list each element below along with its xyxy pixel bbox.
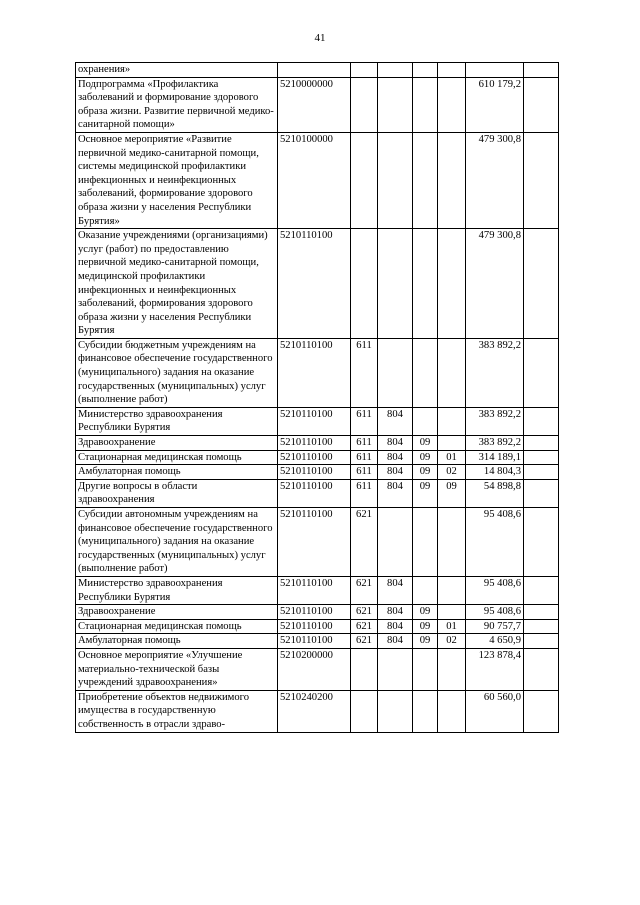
cell-section: 09 <box>413 479 438 507</box>
cell-amount: 95 408,6 <box>466 576 524 604</box>
cell-grbs: 804 <box>378 634 413 649</box>
cell-extra <box>524 132 559 228</box>
cell-target-code: 5210110100 <box>278 229 351 339</box>
cell-expense-type <box>351 77 378 132</box>
cell-extra <box>524 229 559 339</box>
cell-section <box>413 229 438 339</box>
cell-subsection <box>438 407 466 435</box>
cell-subsection <box>438 132 466 228</box>
table-row <box>76 576 559 604</box>
budget-table <box>75 62 559 733</box>
cell-name: Здравоохранение <box>76 605 278 620</box>
cell-subsection <box>438 605 466 620</box>
cell-subsection: 02 <box>438 465 466 480</box>
table-row <box>76 508 559 577</box>
cell-amount: 14 804,3 <box>466 465 524 480</box>
cell-grbs <box>378 229 413 339</box>
cell-extra <box>524 338 559 407</box>
cell-amount: 383 892,2 <box>466 338 524 407</box>
page-number: 41 <box>314 32 326 44</box>
cell-grbs <box>378 690 413 732</box>
cell-grbs <box>378 648 413 690</box>
cell-section: 09 <box>413 605 438 620</box>
cell-expense-type: 611 <box>351 407 378 435</box>
cell-subsection: 01 <box>438 450 466 465</box>
cell-target-code: 5210110100 <box>278 508 351 577</box>
cell-target-code: 5210110100 <box>278 605 351 620</box>
cell-target-code: 5210240200 <box>278 690 351 732</box>
cell-extra <box>524 605 559 620</box>
cell-target-code: 5210110100 <box>278 338 351 407</box>
cell-section <box>413 407 438 435</box>
cell-grbs <box>378 77 413 132</box>
cell-section <box>413 63 438 78</box>
cell-name: Здравоохранение <box>76 436 278 451</box>
cell-name: Министерство здравоохранения Республики Бурятия <box>76 576 278 604</box>
cell-target-code: 5210110100 <box>278 576 351 604</box>
cell-amount: 610 179,2 <box>466 77 524 132</box>
cell-subsection: 09 <box>438 479 466 507</box>
cell-target-code: 5210200000 <box>278 648 351 690</box>
table-row <box>76 338 559 407</box>
cell-subsection <box>438 690 466 732</box>
cell-amount: 123 878,4 <box>466 648 524 690</box>
cell-grbs: 804 <box>378 479 413 507</box>
cell-grbs <box>378 63 413 78</box>
cell-section: 09 <box>413 634 438 649</box>
cell-subsection: 02 <box>438 634 466 649</box>
cell-grbs <box>378 132 413 228</box>
cell-grbs: 804 <box>378 605 413 620</box>
cell-target-code: 5210110100 <box>278 479 351 507</box>
cell-amount: 314 189,1 <box>466 450 524 465</box>
cell-name: Стационарная медицинская помощь <box>76 450 278 465</box>
cell-subsection <box>438 648 466 690</box>
cell-name: Основное мероприятие «Улучшение материально-технической базы учреждений здравоохранения» <box>76 648 278 690</box>
cell-expense-type: 611 <box>351 450 378 465</box>
cell-amount: 95 408,6 <box>466 605 524 620</box>
table-row <box>76 436 559 451</box>
cell-grbs <box>378 338 413 407</box>
cell-section: 09 <box>413 619 438 634</box>
cell-name: Амбулаторная помощь <box>76 465 278 480</box>
cell-amount <box>466 63 524 78</box>
cell-target-code: 5210000000 <box>278 77 351 132</box>
cell-extra <box>524 450 559 465</box>
cell-subsection <box>438 436 466 451</box>
table-row <box>76 479 559 507</box>
cell-subsection <box>438 77 466 132</box>
cell-section <box>413 576 438 604</box>
cell-section <box>413 690 438 732</box>
cell-expense-type <box>351 132 378 228</box>
cell-subsection <box>438 508 466 577</box>
cell-section <box>413 338 438 407</box>
cell-expense-type <box>351 648 378 690</box>
cell-target-code: 5210110100 <box>278 634 351 649</box>
cell-name: Министерство здравоохранения Республики Бурятия <box>76 407 278 435</box>
cell-name: Субсидии автономным учреждениям на финансовое обеспечение государственного (муниципального) задания на оказание государственных (муниципальных) услуг (выполнение работ) <box>76 508 278 577</box>
table-row <box>76 648 559 690</box>
cell-amount: 60 560,0 <box>466 690 524 732</box>
cell-expense-type: 621 <box>351 605 378 620</box>
cell-extra <box>524 465 559 480</box>
cell-amount: 479 300,8 <box>466 229 524 339</box>
cell-amount: 383 892,2 <box>466 436 524 451</box>
cell-section <box>413 77 438 132</box>
cell-extra <box>524 690 559 732</box>
cell-target-code: 5210110100 <box>278 407 351 435</box>
cell-grbs: 804 <box>378 407 413 435</box>
cell-name: Подпрограмма «Профилактика заболеваний и формирование здорового образа жизни. Развитие первичной медико-санитарной помощи» <box>76 77 278 132</box>
cell-target-code: 5210110100 <box>278 465 351 480</box>
cell-name: Оказание учреждениями (организациями) услуг (работ) по предоставлению первичной медико-санитарной помощи, медицинской профилактики инфекционных и неинфекционных заболеваний, формирования здорового образа жизни у населения Республики Бурятия <box>76 229 278 339</box>
cell-extra <box>524 619 559 634</box>
cell-grbs: 804 <box>378 576 413 604</box>
table-row <box>76 63 559 78</box>
cell-target-code: 5210110100 <box>278 450 351 465</box>
table-row <box>76 605 559 620</box>
cell-expense-type <box>351 690 378 732</box>
table-row <box>76 77 559 132</box>
cell-extra <box>524 648 559 690</box>
cell-amount: 4 650,9 <box>466 634 524 649</box>
cell-target-code: 5210110100 <box>278 619 351 634</box>
cell-grbs: 804 <box>378 450 413 465</box>
cell-extra <box>524 576 559 604</box>
cell-extra <box>524 407 559 435</box>
cell-amount: 90 757,7 <box>466 619 524 634</box>
table-row <box>76 229 559 339</box>
cell-section: 09 <box>413 450 438 465</box>
cell-expense-type: 621 <box>351 576 378 604</box>
table-row <box>76 634 559 649</box>
cell-subsection: 01 <box>438 619 466 634</box>
cell-grbs: 804 <box>378 619 413 634</box>
cell-extra <box>524 634 559 649</box>
cell-expense-type: 621 <box>351 508 378 577</box>
table-row <box>76 465 559 480</box>
cell-expense-type: 621 <box>351 619 378 634</box>
table-row <box>76 407 559 435</box>
cell-section <box>413 648 438 690</box>
cell-extra <box>524 63 559 78</box>
cell-expense-type <box>351 229 378 339</box>
cell-section: 09 <box>413 465 438 480</box>
cell-name: Другие вопросы в области здравоохранения <box>76 479 278 507</box>
cell-name: Субсидии бюджетным учреждениям на финансовое обеспечение государственного (муниципального) задания на оказание государственных (муниципальных) услуг (выполнение работ) <box>76 338 278 407</box>
cell-extra <box>524 479 559 507</box>
cell-target-code <box>278 63 351 78</box>
cell-amount: 54 898,8 <box>466 479 524 507</box>
table-row <box>76 690 559 732</box>
cell-subsection <box>438 229 466 339</box>
cell-amount: 383 892,2 <box>466 407 524 435</box>
cell-expense-type: 611 <box>351 465 378 480</box>
table-body <box>76 63 559 733</box>
table-row <box>76 450 559 465</box>
cell-expense-type <box>351 63 378 78</box>
cell-extra <box>524 77 559 132</box>
cell-extra <box>524 436 559 451</box>
cell-section <box>413 132 438 228</box>
cell-name: Основное мероприятие «Развитие первичной медико-санитарной помощи, системы медицинской профилактики инфекционных и неинфекционных заболеваний, формирование здорового образа жизни у населения Республики Бурятия» <box>76 132 278 228</box>
cell-subsection <box>438 63 466 78</box>
cell-name: Стационарная медицинская помощь <box>76 619 278 634</box>
cell-name: охранения» <box>76 63 278 78</box>
cell-expense-type: 611 <box>351 338 378 407</box>
cell-amount: 479 300,8 <box>466 132 524 228</box>
cell-extra <box>524 508 559 577</box>
cell-grbs: 804 <box>378 465 413 480</box>
cell-section: 09 <box>413 436 438 451</box>
table-row <box>76 132 559 228</box>
cell-name: Амбулаторная помощь <box>76 634 278 649</box>
cell-expense-type: 611 <box>351 436 378 451</box>
cell-subsection <box>438 338 466 407</box>
cell-expense-type: 611 <box>351 479 378 507</box>
cell-section <box>413 508 438 577</box>
cell-grbs: 804 <box>378 436 413 451</box>
cell-target-code: 5210110100 <box>278 436 351 451</box>
cell-subsection <box>438 576 466 604</box>
cell-expense-type: 621 <box>351 634 378 649</box>
cell-target-code: 5210100000 <box>278 132 351 228</box>
cell-name: Приобретение объектов недвижимого имущества в государственную собственность в отрасли здраво- <box>76 690 278 732</box>
table-row <box>76 619 559 634</box>
cell-amount: 95 408,6 <box>466 508 524 577</box>
cell-grbs <box>378 508 413 577</box>
